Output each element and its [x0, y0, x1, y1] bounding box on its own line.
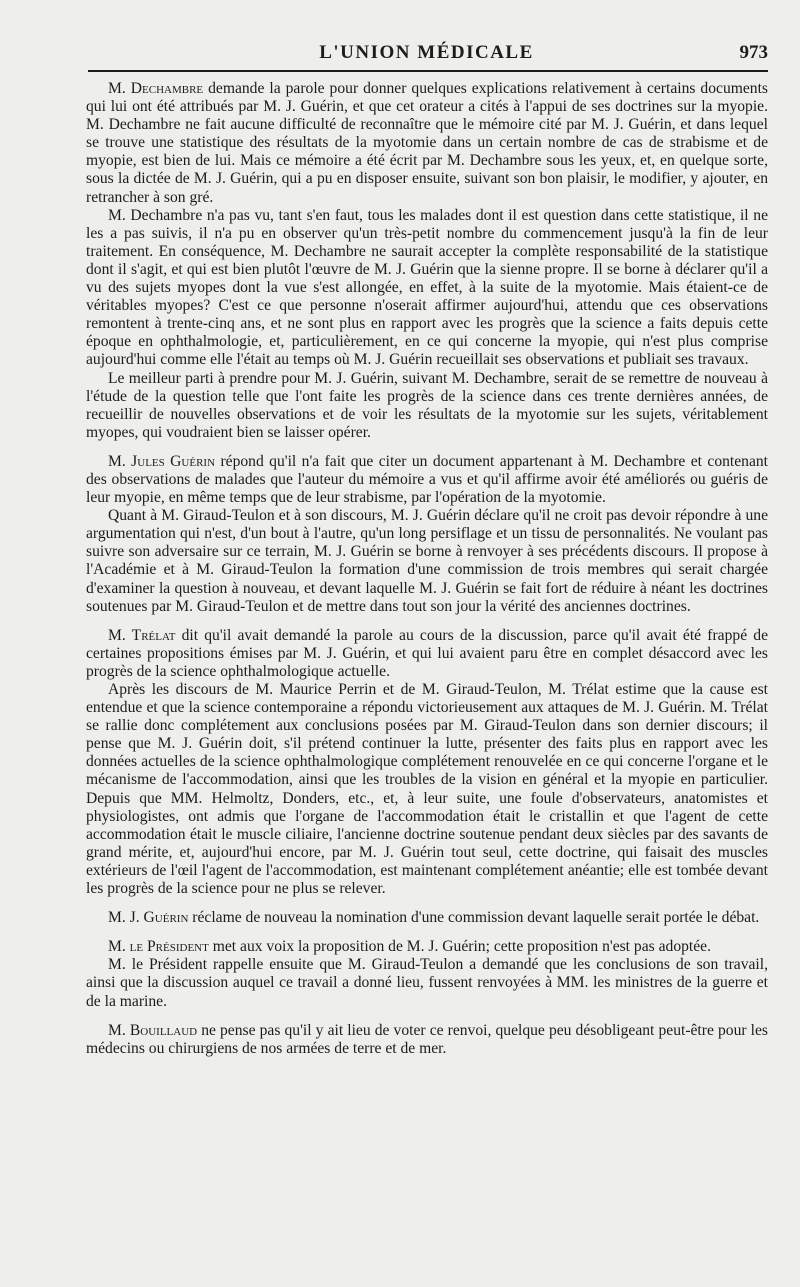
paragraph — [86, 909, 768, 927]
speaker-name: M. J. Guérin — [108, 909, 189, 927]
header-rule — [88, 70, 768, 72]
paragraph-text: demande la parole pour donner quelques explications relativement à certains documents qui lui ont été attribués par M. J. Guérin, et que cet orateur a cités à l'appui de ses doctrines sur la myopie. M. Dechambre ne fait aucune difficulté de reconnaître que le mémoire cité par M. J. Guérin, et dans lequel se trouve une statistique des résultats de la myotomie dans un certain nombre de cas de strabisme et de myopie, est bien de lui. Mais ce mémoire a été écrit par M. Dechambre sous les yeux, et, en quelque sorte, sous la dictée de M. J. Guérin, qui a pu en disposer ensuite, suivant son bon plaisir, le modifier, y ajouter, en retrancher à son gré. — [86, 80, 768, 206]
paragraph-text: dit qu'il avait demandé la parole au cours de la discussion, parce qu'il avait été frappé de certaines propositions émises par M. J. Guérin, et qui lui avaient paru être en complet désaccord avec les progrès de la science ophthalmologique actuelle. — [86, 626, 769, 680]
speaker-name: M. Bouillaud — [108, 1021, 198, 1039]
page-header — [85, 36, 768, 66]
paragraph-text: répond qu'il n'a fait que citer un document appartenant à M. Dechambre et contenant des observations de malades que l'auteur du mémoire a vus et qu'il affirme avoir été améliorés ou guéris de leur myopie, en même temps que de leur strabisme, par l'opération de la myotomie. — [86, 452, 769, 507]
paragraph-text: ne pense pas qu'il y ait lieu de voter ce renvoi, quelque peu désobligeant peut-être pour les médecins ou chirurgiens de nos armées de terre et de mer. — [86, 1021, 768, 1057]
paragraph-text: Le meilleur parti à prendre pour M. J. Guérin, suivant M. Dechambre, serait de se remettre de nouveau à l'étude de la question telle que l'ont faite les progrès de la science dans ces trente dernières années, de recueillir de nouvelles observations et de voir les résultats de la myotomie sur les sujets, véritablement myopes, qui voudraient bien se laisser opérer. — [86, 369, 768, 441]
paragraph — [86, 507, 768, 616]
speaker-name: M. Dechambre — [108, 80, 204, 97]
paragraph — [86, 956, 768, 1010]
paragraph — [86, 453, 768, 507]
speaker-name: M. le Président — [108, 938, 209, 956]
paragraph-text: M. Dechambre n'a pas vu, tant s'en faut, tous les malades dont il est question dans cette statistique, il ne les a pas suivis, il n'a pu en observer qu'un très-petit nombre du commencement jusqu'à la fin de leur traitement. En conséquence, M. Dechambre ne saurait accepter la complète responsabilité de la statistique dont il s'agit, et qui est bien plutôt l'œuvre de M. J. Guérin que la sienne propre. Il se borne à déclarer qu'il a vu des sujets myopes dont la vue s'est allongée, en effet, à la suite de la myotomie. Mais étaient-ce de véritables myopes? C'est ce que personne n'oserait affirmer aujourd'hui, attendu que ces observations remontent à trente-cinq ans, et ne sont plus en rapport avec les progrès que la science a faits depuis cette époque en ophthalmologie, et, particulièrement, en ce qui concerne la myopie, qui n'est plus comprise aujourd'hui comme elle l'était au temps où M. J. Guérin recueillait ses observations et publiait ses travaux. — [86, 206, 768, 369]
paragraph-text: met aux voix la proposition de M. J. Guérin; cette proposition n'est pas adoptée. — [208, 938, 711, 956]
speaker-name: M. Jules Guérin — [108, 452, 216, 470]
speaker-name: M. Trélat — [108, 626, 176, 644]
journal-title: L'UNION MÉDICALE — [319, 42, 534, 63]
paragraph-text: réclame de nouveau la nomination d'une commission devant laquelle serait portée le débat. — [188, 909, 760, 927]
paragraph — [86, 207, 768, 370]
paragraph — [86, 1022, 768, 1058]
paragraph-text: M. le Président rappelle ensuite que M. Giraud-Teulon a demandé que les conclusions de son travail, ainsi que la discussion auquel ce travail a donné lieu, fussent renvoyées à MM. les ministres de la guerre et de la marine. — [86, 956, 768, 1010]
paragraph-text: Après les discours de M. Maurice Perrin et de M. Giraud-Teulon, M. Trélat estime que la cause est entendue et que la science contemporaine a répondu victorieusement aux attaques de M. J. Guérin. M. Trélat se rallie donc complétement aux conclusions posées par M. Giraud-Teulon dans son dernier discours; il pense que M. J. Guérin doit, s'il prétend continuer la lutte, présenter des faits plus en rapport avec les données actuelles de la science ophthalmologique complétement renouvelée en ce qui concerne l'organe et le mécanisme de l'accommodation, ainsi que les troubles de la vision en général et la myopie en particulier. Depuis que MM. Helmoltz, Donders, etc., et, à leur suite, une foule d'observateurs, anatomistes et physiologistes, ont admis que l'organe de l'accommodation était le cristallin et que l'agent de cette accommodation était le muscle ciliaire, l'ancienne doctrine soutenue pendant deux siècles par des savants de grand mérite, et, aujourd'hui encore, par M. J. Guérin tout seul, cette doctrine, qui faisait des muscles extérieurs de l'œil l'agent de l'accommodation, est maintenant complétement anéantie; elle est tombée devant les progrès de la science pour ne plus se relever. — [86, 681, 768, 898]
article-body — [86, 80, 768, 1058]
paragraph — [86, 80, 768, 207]
paragraph — [86, 938, 768, 956]
paragraph-text: Quant à M. Giraud-Teulon et à son discours, M. J. Guérin déclare qu'il ne croit pas devoir répondre à une argumentation qui n'est, d'un bout à l'autre, qu'un long persiflage et un tissu de personnalités. Ne voulant pas suivre son adversaire sur ce terrain, M. J. Guérin se borne à renvoyer à ses précédents discours. Il propose à l'Académie et à M. Giraud-Teulon la formation d'une commission de trois membres qui serait chargée d'examiner la question à nouveau, et devant laquelle M. J. Guérin se fait fort de réduire à néant les doctrines soutenues par M. Giraud-Teulon et de mettre dans tout son jour la vérité des anciennes doctrines. — [86, 507, 768, 615]
paragraph — [86, 370, 768, 442]
paragraph — [86, 681, 768, 898]
page-number: 973 — [739, 42, 768, 63]
paragraph — [86, 627, 768, 681]
